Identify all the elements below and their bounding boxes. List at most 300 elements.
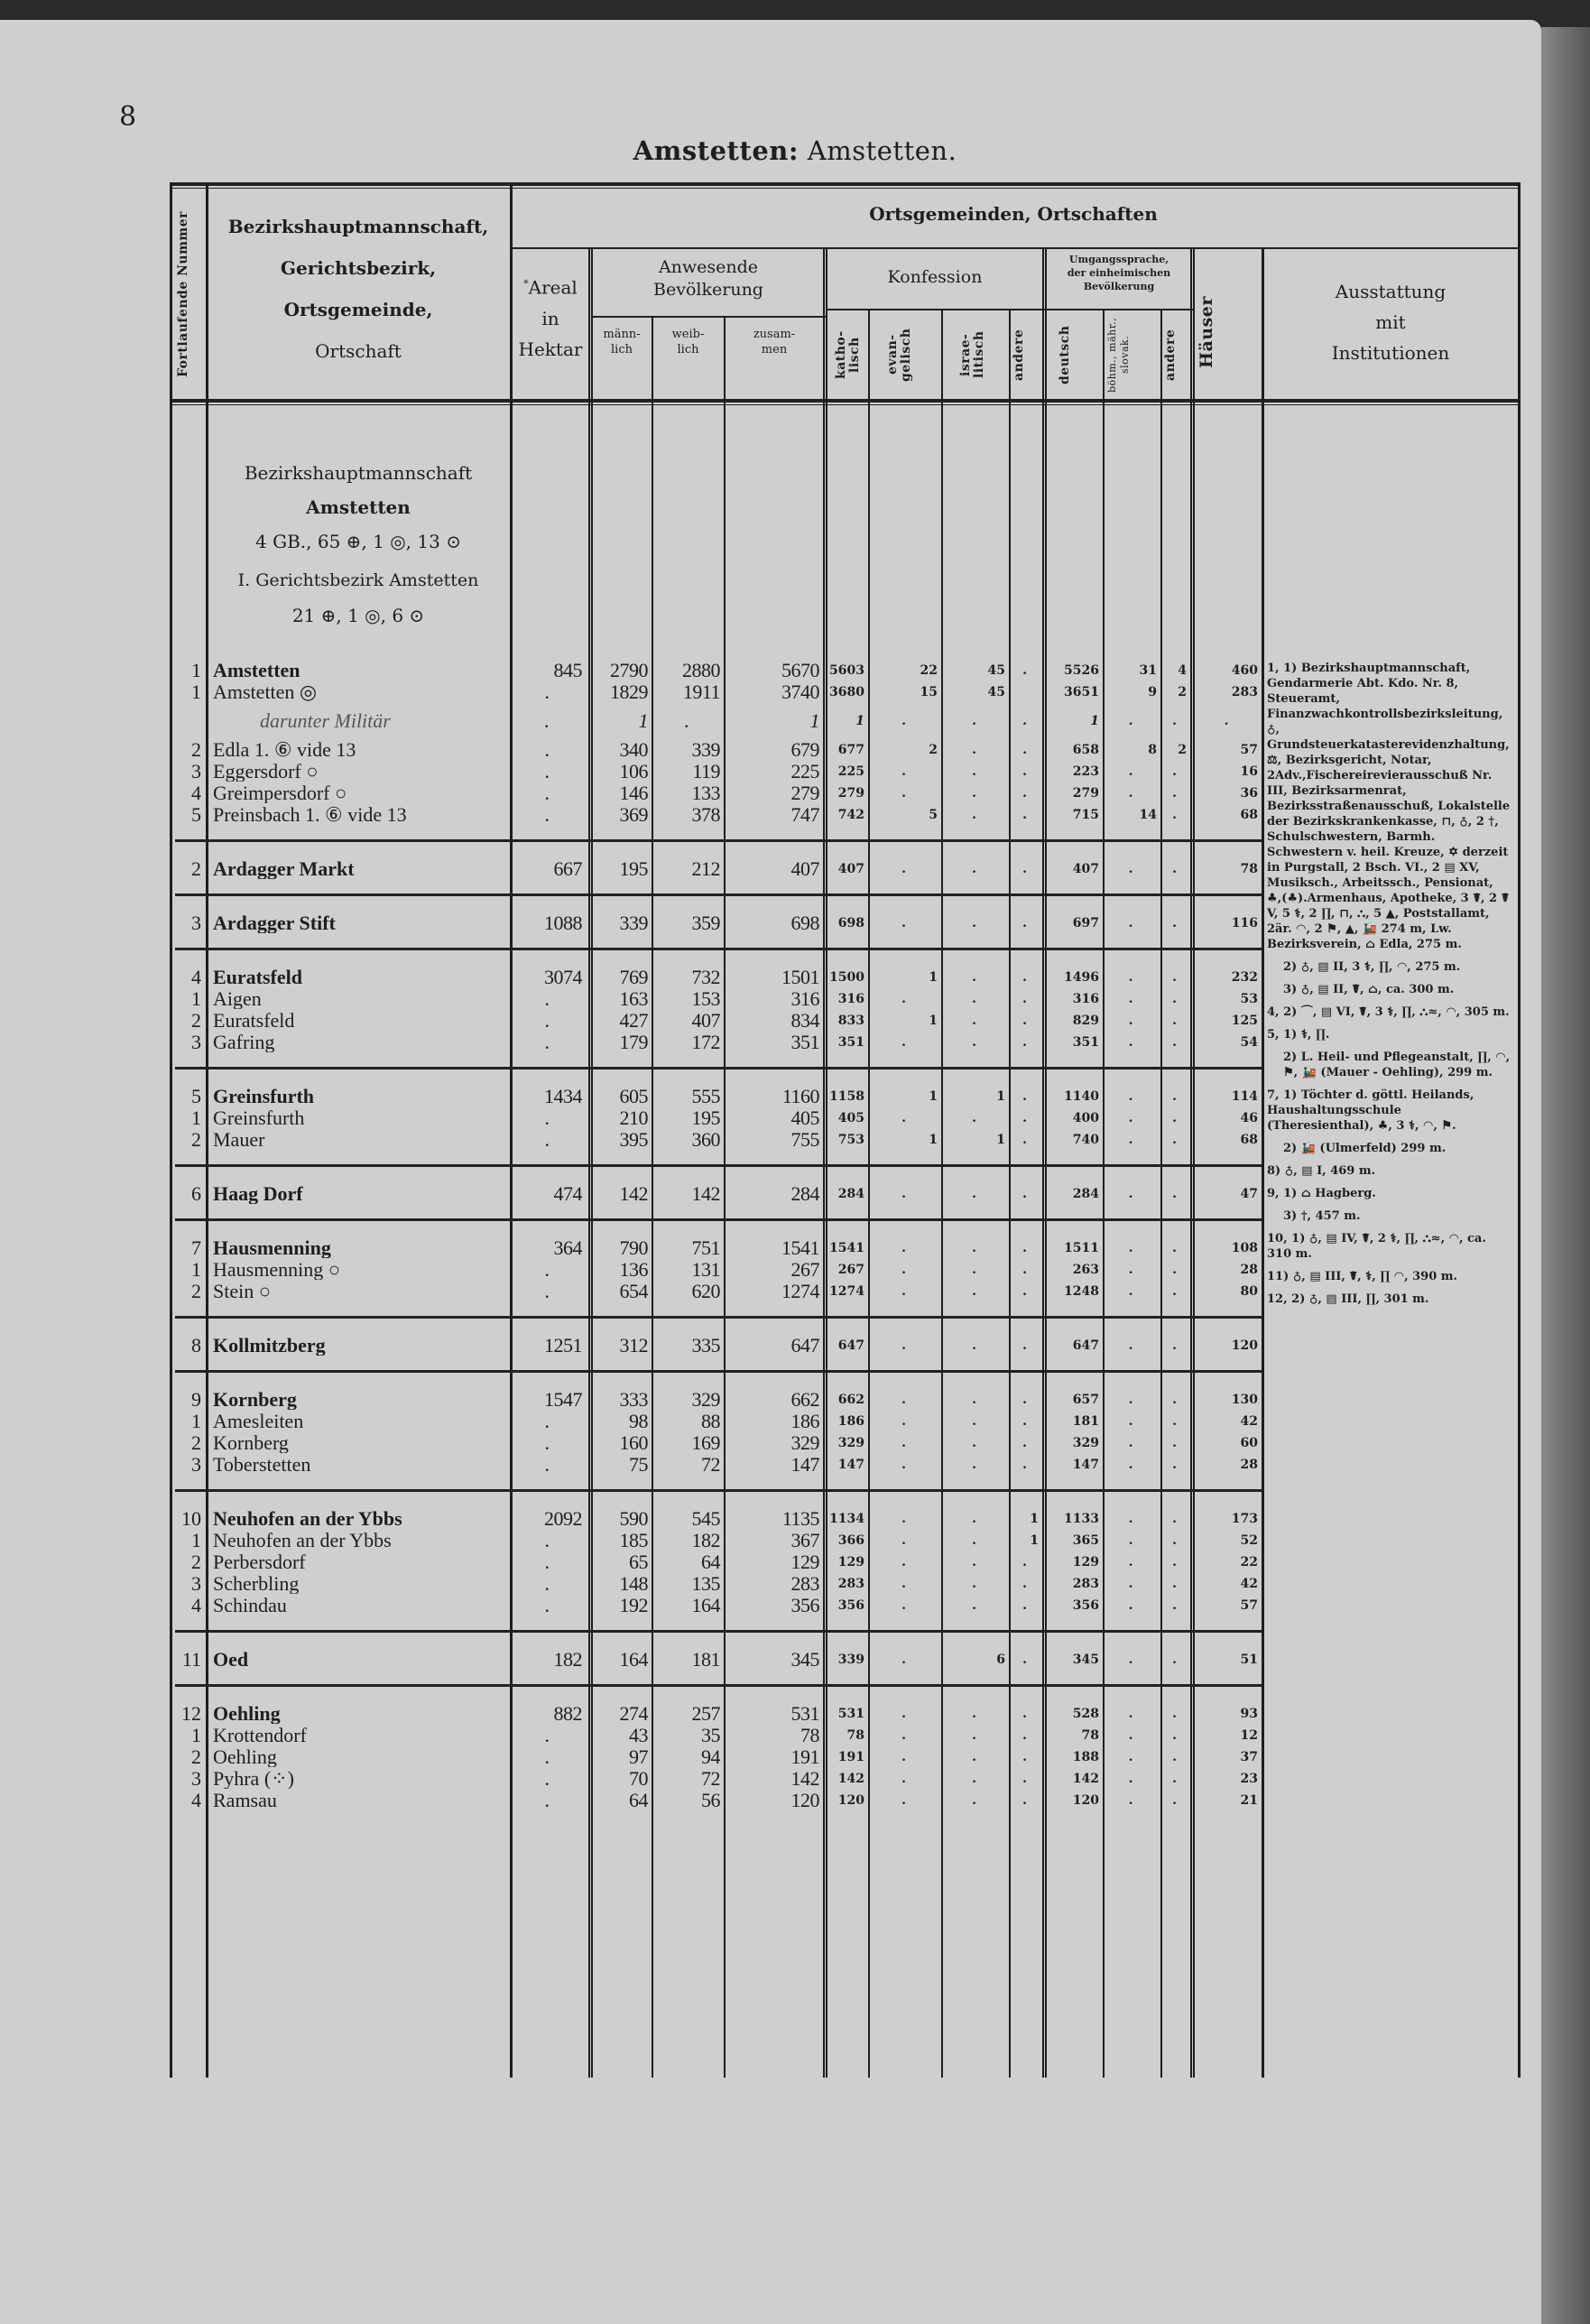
header-male-2: lich — [611, 343, 633, 356]
areal-cell: . — [544, 1594, 550, 1616]
female-cell: 153 — [691, 987, 720, 1010]
other-language-cell: . — [1172, 1089, 1177, 1104]
row-index: 4 — [191, 1789, 201, 1811]
protestant-cell: . — [901, 1793, 906, 1808]
place-name: Gafring — [213, 1032, 275, 1052]
protestant-cell: 5 — [929, 808, 938, 822]
german-cell: 528 — [1072, 1707, 1099, 1721]
statistics-table — [170, 182, 1520, 2078]
female-cell: 164 — [691, 1594, 720, 1616]
total-cell: 147 — [790, 1453, 819, 1476]
protestant-cell: . — [901, 1187, 906, 1201]
protestant-cell: . — [901, 1436, 906, 1450]
houses-cell: 23 — [1240, 1772, 1258, 1786]
areal-cell: . — [544, 1572, 550, 1595]
jewish-cell: . — [972, 1707, 976, 1721]
header-female-1: weib- — [671, 328, 705, 341]
male-cell: 1 — [638, 709, 648, 732]
male-cell: 312 — [619, 1334, 648, 1356]
areal-cell: 845 — [553, 659, 582, 681]
header-name-line-4: Ortschaft — [315, 340, 402, 362]
place-name: Amesleiten — [213, 1412, 304, 1431]
other-confession-cell: 1 — [1030, 1512, 1039, 1526]
female-cell: 339 — [691, 738, 720, 761]
german-cell: 356 — [1072, 1598, 1099, 1613]
other-confession-cell: . — [1022, 1111, 1027, 1125]
jewish-cell: . — [972, 916, 976, 931]
female-cell: 142 — [691, 1182, 720, 1205]
german-cell: 407 — [1072, 862, 1099, 876]
other-language-cell: . — [1172, 916, 1177, 931]
other-confession-cell: . — [1022, 970, 1027, 985]
german-cell: 223 — [1072, 764, 1099, 779]
areal-cell: 2092 — [544, 1507, 582, 1530]
male-cell: 146 — [619, 782, 648, 804]
other-confession-cell: . — [1022, 1014, 1027, 1028]
czech-cell: . — [1128, 992, 1133, 1006]
place-name: Oehling — [213, 1704, 281, 1724]
total-cell: 191 — [790, 1745, 819, 1768]
jewish-cell: . — [972, 1598, 976, 1613]
header-name-line-3: Ortsgemeinde, — [283, 299, 433, 320]
total-cell: 1160 — [781, 1085, 819, 1107]
total-cell: 120 — [790, 1789, 819, 1811]
female-cell: 545 — [691, 1507, 720, 1530]
female-cell: 257 — [691, 1702, 720, 1725]
czech-cell: . — [1128, 1436, 1133, 1450]
houses-cell: 47 — [1240, 1187, 1258, 1201]
jewish-cell: . — [972, 1284, 976, 1299]
areal-cell: . — [544, 760, 550, 782]
areal-cell: 364 — [553, 1236, 582, 1259]
page-title-court: Amstetten. — [799, 135, 957, 166]
female-cell: . — [684, 709, 689, 732]
place-name: Preinsbach 1. ⑥ vide 13 — [213, 805, 407, 825]
place-name: Toberstetten — [213, 1455, 311, 1475]
jewish-cell: . — [972, 1111, 976, 1125]
place-name: Kornberg — [213, 1390, 297, 1410]
place-name: Ramsau — [213, 1791, 277, 1810]
catholic-cell: 129 — [837, 1555, 864, 1569]
total-cell: 1274 — [781, 1280, 819, 1302]
row-index: 2 — [191, 857, 201, 880]
other-confession-cell: . — [1022, 1793, 1027, 1808]
total-cell: 1 — [809, 709, 819, 732]
group-separator — [175, 1218, 1262, 1221]
houses-cell: 125 — [1231, 1014, 1258, 1028]
houses-cell: 28 — [1240, 1458, 1258, 1472]
catholic-cell: 142 — [837, 1772, 864, 1786]
total-cell: 284 — [790, 1182, 819, 1205]
place-name: Oehling — [213, 1747, 277, 1767]
row-index: 10 — [181, 1507, 201, 1530]
header-institutions-line-3: Institutionen — [1331, 342, 1450, 364]
areal-cell: . — [544, 1551, 550, 1573]
total-cell: 267 — [790, 1258, 819, 1281]
german-cell: 5526 — [1064, 663, 1099, 678]
male-cell: 160 — [619, 1431, 648, 1454]
houses-cell: 37 — [1240, 1750, 1258, 1764]
female-cell: 35 — [701, 1724, 720, 1746]
female-cell: 119 — [692, 760, 720, 782]
row-index: 2 — [191, 1551, 201, 1573]
header-institutions — [1265, 276, 1516, 368]
total-cell: 356 — [790, 1594, 819, 1616]
female-cell: 88 — [701, 1410, 720, 1432]
other-confession-cell: . — [1022, 1598, 1027, 1613]
female-cell: 360 — [691, 1128, 720, 1151]
czech-cell: . — [1128, 1512, 1133, 1526]
other-language-cell: . — [1172, 1577, 1177, 1591]
areal-cell: 3074 — [544, 966, 582, 988]
german-cell: 147 — [1072, 1458, 1099, 1472]
catholic-cell: 1541 — [829, 1241, 864, 1255]
german-cell: 351 — [1072, 1035, 1099, 1050]
czech-cell: . — [1128, 1338, 1133, 1353]
group-separator — [175, 1489, 1262, 1492]
protestant-cell: 1 — [929, 970, 938, 985]
header-total-1: zusam- — [753, 328, 796, 341]
other-language-cell: . — [1172, 862, 1177, 876]
houses-cell: 36 — [1240, 786, 1258, 801]
header-name-line-1: Bezirkshauptmannschaft, — [227, 216, 489, 237]
areal-cell: . — [544, 1009, 550, 1032]
areal-cell: 1088 — [544, 912, 582, 934]
catholic-cell: 833 — [837, 1014, 864, 1028]
header-language-line-3: Bevölkerung — [1083, 281, 1155, 292]
catholic-cell: 267 — [837, 1263, 864, 1277]
other-language-cell: . — [1172, 1393, 1177, 1407]
jewish-cell: . — [972, 1577, 976, 1591]
place-name: Krottendorf — [213, 1726, 307, 1745]
german-cell: 1133 — [1064, 1512, 1099, 1526]
other-confession-cell: . — [1022, 1089, 1027, 1104]
german-cell: 345 — [1072, 1653, 1099, 1667]
areal-cell: . — [544, 1431, 550, 1454]
header-female-2: lich — [677, 343, 699, 356]
other-language-cell: . — [1172, 1436, 1177, 1450]
row-index: 1 — [191, 1258, 201, 1281]
protestant-cell: . — [901, 992, 906, 1006]
jewish-cell: . — [972, 1436, 976, 1450]
header-catholic: katho-lisch — [834, 330, 862, 379]
houses-cell: 42 — [1240, 1577, 1258, 1591]
institution-note: 1, 1) Bezirkshauptmannschaft, Gendarmerie Abt. Kdo. Nr. 8, Steueramt, Finanzwachkontrollsbezirksleitung, ♁, Grundsteuerkatasterevidenzhaltung, ⚖, Bezirksgericht, Notar, 2Adv.,Fischereirevierausschuß Nr. III, Bezirksarmenrat, Bezirksstraßenausschuß, Lokalstelle der Bezirkskrankenkasse, ⊓, ♁, 2 †, Schulschwestern, Barmh. Schwestern v. heil. Kreuze, ✡ derzeit in Purgstall, 2 Bsch. VI., 2 ▤ XV, Musiksch., Arbeitssch., Pensionat, ♣,(♣).Armenhaus, Apotheke, 3 ☤, 2 ☤ V, 5 ⚕, 2 ∏, ⊓, ⛬, 5 ▲, Poststallamt, 2är. ◠, 2 ⚑, ▲, 🚂 274 m, Lw. Bezirksverein, ⌂ Edla, 275 m. — [1267, 662, 1511, 951]
other-language-cell: . — [1172, 1793, 1177, 1808]
male-cell: 210 — [619, 1106, 648, 1129]
czech-cell: . — [1128, 1263, 1133, 1277]
german-cell: 283 — [1072, 1577, 1099, 1591]
jewish-cell: . — [972, 808, 976, 822]
houses-cell: 12 — [1240, 1728, 1258, 1743]
protestant-cell: . — [901, 1577, 906, 1591]
place-name: Neuhofen an der Ybbs — [213, 1531, 392, 1551]
female-cell: 378 — [691, 803, 720, 826]
place-name: Haag Dorf — [213, 1184, 303, 1204]
other-language-cell: . — [1172, 1598, 1177, 1613]
page-title-district: Amstetten — [633, 135, 789, 166]
language-subrule — [1045, 309, 1193, 310]
row-index: 1 — [191, 1529, 201, 1551]
row-index: 1 — [191, 1106, 201, 1129]
houses-cell: . — [1224, 714, 1229, 728]
total-cell: 1541 — [781, 1236, 819, 1259]
czech-cell: . — [1128, 1598, 1133, 1613]
table-top-rule-thin — [170, 188, 1520, 189]
place-name: Kollmitzberg — [213, 1336, 326, 1356]
other-confession-cell: . — [1022, 1436, 1027, 1450]
catholic-cell: 531 — [837, 1707, 864, 1721]
catholic-cell: 78 — [846, 1728, 864, 1743]
jewish-cell: . — [972, 862, 976, 876]
group-separator — [175, 1067, 1262, 1069]
areal-cell: . — [544, 1724, 550, 1746]
row-index: 6 — [191, 1182, 201, 1205]
czech-cell: . — [1128, 1035, 1133, 1050]
catholic-cell: 191 — [837, 1750, 864, 1764]
male-cell: 43 — [629, 1724, 648, 1746]
other-language-cell: . — [1172, 970, 1177, 985]
male-cell: 427 — [619, 1009, 648, 1032]
german-cell: 3651 — [1064, 685, 1099, 699]
czech-cell: . — [1128, 764, 1133, 779]
row-index: 1 — [191, 681, 201, 703]
row-index: 8 — [191, 1334, 201, 1356]
place-name: Euratsfeld — [213, 1011, 295, 1031]
jewish-cell: 6 — [996, 1653, 1005, 1667]
areal-cell: 1547 — [544, 1388, 582, 1411]
male-cell: 395 — [619, 1128, 648, 1151]
row-index: 2 — [191, 1431, 201, 1454]
row-index: 5 — [191, 803, 201, 826]
jewish-cell: . — [972, 1533, 976, 1548]
houses-cell: 68 — [1240, 808, 1258, 822]
jewish-cell: . — [972, 1187, 976, 1201]
institution-note: 3) †, 457 m. — [1283, 1209, 1361, 1223]
german-cell: 1511 — [1064, 1241, 1099, 1255]
catholic-cell: 647 — [837, 1338, 864, 1353]
male-cell: 98 — [629, 1410, 648, 1432]
areal-cell: . — [544, 1280, 550, 1302]
protestant-cell: . — [901, 1035, 906, 1050]
czech-cell: . — [1128, 1187, 1133, 1201]
czech-cell: . — [1128, 970, 1133, 985]
other-language-cell: . — [1172, 1284, 1177, 1299]
catholic-cell: 5603 — [829, 663, 864, 678]
place-name: Pyhra (⁘) — [213, 1769, 294, 1789]
header-name-column — [209, 206, 507, 372]
houses-cell: 116 — [1231, 916, 1258, 931]
row-index: 2 — [191, 1280, 201, 1302]
header-protestant: evan-gelisch — [885, 328, 913, 382]
female-cell: 212 — [691, 857, 720, 880]
areal-cell: . — [544, 987, 550, 1010]
row-index: 3 — [191, 760, 201, 782]
german-cell: 400 — [1072, 1111, 1099, 1125]
header-language-line-2: der einheimischen — [1067, 267, 1171, 279]
jewish-cell: . — [972, 1793, 976, 1808]
catholic-cell: 225 — [837, 764, 864, 779]
houses-cell: 130 — [1231, 1393, 1258, 1407]
protestant-cell: . — [901, 1653, 906, 1667]
areal-cell: 474 — [553, 1182, 582, 1205]
jewish-cell: . — [972, 1772, 976, 1786]
other-language-cell: . — [1172, 1458, 1177, 1472]
protestant-cell: . — [901, 1284, 906, 1299]
male-cell: 654 — [619, 1280, 648, 1302]
total-cell: 698 — [790, 912, 819, 934]
total-cell: 647 — [790, 1334, 819, 1356]
catholic-cell: 1134 — [829, 1512, 864, 1526]
place-name: Ardagger Stift — [213, 913, 336, 933]
other-confession-cell: . — [1022, 714, 1027, 728]
czech-cell: . — [1128, 1458, 1133, 1472]
areal-cell: . — [544, 1031, 550, 1053]
houses-cell: 22 — [1240, 1555, 1258, 1569]
areal-cell: . — [544, 1767, 550, 1790]
male-cell: 605 — [619, 1085, 648, 1107]
areal-cell: . — [544, 1410, 550, 1432]
jewish-cell: 45 — [987, 685, 1005, 699]
intro-district-label: Bezirkshauptmannschaft — [244, 462, 473, 484]
czech-cell: 14 — [1139, 808, 1157, 822]
male-cell: 64 — [629, 1789, 648, 1811]
institutions-column — [1267, 661, 1511, 1314]
jewish-cell: . — [972, 1035, 976, 1050]
catholic-cell: 356 — [837, 1598, 864, 1613]
other-language-cell: . — [1172, 1133, 1177, 1147]
houses-cell: 21 — [1240, 1793, 1258, 1808]
protestant-cell: . — [901, 1772, 906, 1786]
protestant-cell: . — [901, 764, 906, 779]
houses-cell: 114 — [1231, 1089, 1258, 1104]
catholic-cell: 1500 — [829, 970, 864, 985]
other-confession-cell: . — [1022, 1555, 1027, 1569]
header-czech-slovak: böhm., mähr., slovak. — [1106, 317, 1131, 393]
german-cell: 365 — [1072, 1533, 1099, 1548]
czech-cell: . — [1128, 1414, 1133, 1429]
german-cell: 316 — [1072, 992, 1099, 1006]
houses-cell: 460 — [1231, 663, 1258, 678]
place-name: Stein ○ — [213, 1282, 272, 1301]
row-index: 4 — [191, 966, 201, 988]
place-name: darunter Militär — [260, 711, 391, 731]
houses-cell: 108 — [1231, 1241, 1258, 1255]
other-confession-cell: . — [1022, 808, 1027, 822]
female-cell: 620 — [691, 1280, 720, 1302]
houses-left-rule-a — [1190, 247, 1192, 2078]
jewish-cell: . — [972, 714, 976, 728]
houses-cell: 68 — [1240, 1133, 1258, 1147]
institution-note: 2) ♁, ▤ II, 3 ⚕, ∏, ◠, 275 m. — [1283, 960, 1461, 974]
other-language-cell: 2 — [1178, 743, 1187, 757]
female-cell: 335 — [691, 1334, 720, 1356]
header-language-other: andere — [1163, 329, 1178, 381]
houses-cell: 54 — [1240, 1035, 1258, 1050]
other-confession-cell: . — [1022, 1458, 1027, 1472]
protestant-cell: . — [901, 1750, 906, 1764]
other-confession-cell: . — [1022, 992, 1027, 1006]
houses-cell: 60 — [1240, 1436, 1258, 1450]
other-language-cell: . — [1172, 714, 1177, 728]
areal-cell: . — [544, 709, 550, 732]
other-language-cell: . — [1172, 808, 1177, 822]
other-confession-cell: . — [1022, 1653, 1027, 1667]
row-index: 4 — [191, 1594, 201, 1616]
protestant-cell: . — [901, 1533, 906, 1548]
german-cell: 78 — [1081, 1728, 1099, 1743]
protestant-cell: . — [901, 1263, 906, 1277]
areal-cell: . — [544, 1128, 550, 1151]
catholic-cell: 283 — [837, 1577, 864, 1591]
male-cell: 590 — [619, 1507, 648, 1530]
place-name: Greinsfurth — [213, 1108, 305, 1128]
houses-cell: 173 — [1231, 1512, 1258, 1526]
female-cell: 182 — [691, 1529, 720, 1551]
areal-cell: . — [544, 738, 550, 761]
other-language-cell: . — [1172, 1772, 1177, 1786]
institution-note: 2) 🚂 (Ulmerfeld) 299 m. — [1283, 1142, 1447, 1155]
other-language-cell: 2 — [1178, 685, 1187, 699]
other-language-cell: . — [1172, 1414, 1177, 1429]
institution-note: 8) ♁, ▤ I, 469 m. — [1267, 1164, 1376, 1178]
male-cell: 339 — [619, 912, 648, 934]
jewish-cell: 45 — [987, 663, 1005, 678]
other-confession-cell: . — [1022, 1772, 1027, 1786]
czech-cell: . — [1128, 1111, 1133, 1125]
german-cell: 181 — [1072, 1414, 1099, 1429]
female-cell: 329 — [691, 1388, 720, 1411]
total-cell: 186 — [790, 1410, 819, 1432]
protestant-cell: . — [901, 1458, 906, 1472]
place-name: Schindau — [213, 1596, 287, 1616]
female-cell: 732 — [691, 966, 720, 988]
jewish-cell: . — [972, 1728, 976, 1743]
total-cell: 351 — [790, 1031, 819, 1053]
institution-note: 11) ♁, ▤ III, ☤, ⚕, ∏ ◠, 390 m. — [1267, 1270, 1458, 1283]
catholic-cell: 698 — [837, 916, 864, 931]
german-cell: 329 — [1072, 1436, 1099, 1450]
catholic-cell: 279 — [837, 786, 864, 801]
header-jewish: israe-litisch — [958, 330, 986, 379]
jewish-cell: . — [972, 1014, 976, 1028]
protestant-cell: 22 — [920, 663, 938, 678]
header-areal-line-2: in — [541, 307, 559, 329]
german-cell: 647 — [1072, 1338, 1099, 1353]
czech-cell: . — [1128, 1728, 1133, 1743]
intro-district-name: Amstetten — [306, 496, 411, 518]
female-cell: 195 — [691, 1106, 720, 1129]
male-cell: 148 — [619, 1572, 648, 1595]
row-index: 11 — [181, 1648, 201, 1671]
other-language-cell: . — [1172, 1014, 1177, 1028]
male-cell: 333 — [619, 1388, 648, 1411]
header-population-line-2: Bevölkerung — [653, 280, 763, 300]
other-confession-cell: 1 — [1030, 1533, 1039, 1548]
areal-cell: 1251 — [544, 1334, 582, 1356]
male-cell: 142 — [619, 1182, 648, 1205]
german-cell: 740 — [1072, 1133, 1099, 1147]
catholic-cell: 662 — [837, 1393, 864, 1407]
header-language-group — [1047, 253, 1191, 293]
total-cell: 283 — [790, 1572, 819, 1595]
place-name: Kornberg — [213, 1433, 289, 1453]
czech-cell: . — [1128, 1793, 1133, 1808]
czech-cell: 8 — [1148, 743, 1157, 757]
female-cell: 359 — [691, 912, 720, 934]
total-cell: 531 — [790, 1702, 819, 1725]
czech-cell: . — [1128, 1133, 1133, 1147]
